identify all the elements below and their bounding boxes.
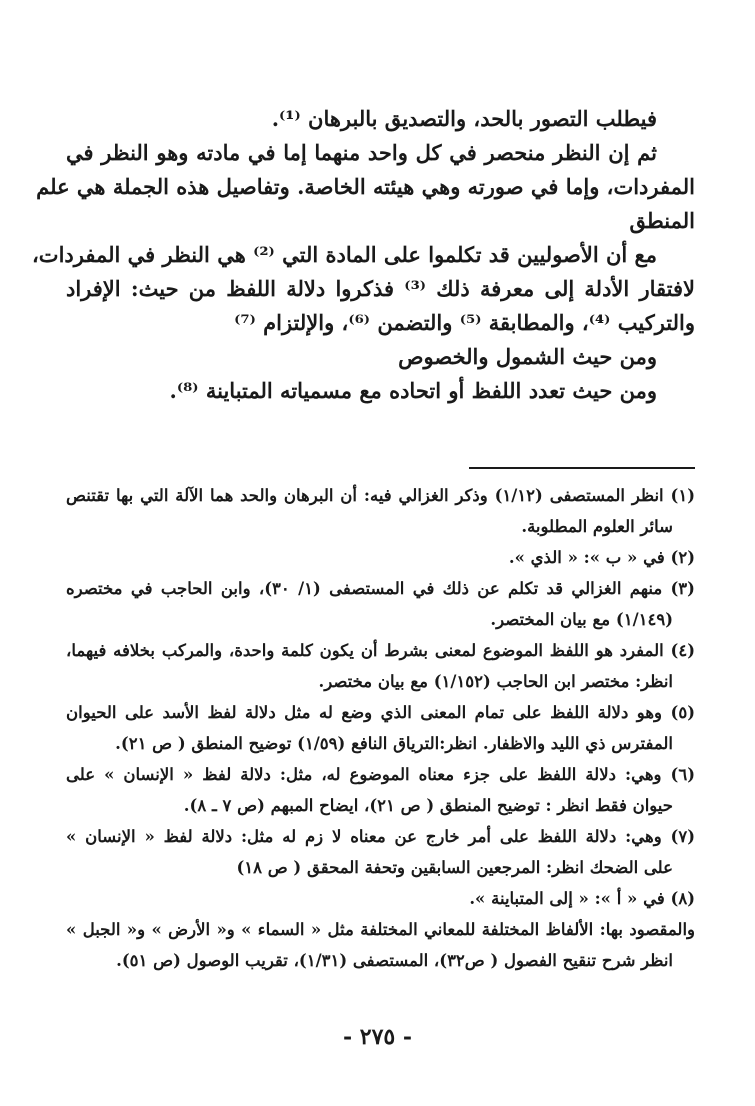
footnote-line: (١/١٤٩) مع بيان المختصر. — [490, 610, 673, 629]
main-text — [32, 102, 695, 408]
footnote-line: على الضحك انظر: المرجعين السابقين وتحفة المحقق ( ص ١٨) — [236, 858, 673, 877]
main-line-5: مع أن الأصوليين قد تكلموا على المادة التي ⁽²⁾ هي النظر في المفردات، — [32, 242, 657, 267]
footnote-line: (٣) منهم الغزالي قد تكلم عن ذلك في المستصفى (١/ ٣٠)، وابن الحاجب في مختصره — [66, 579, 695, 598]
main-line-2: ثم إن النظر منحصر في كل واحد منهما إما في مادته وهو النظر في — [66, 140, 657, 165]
footnote-line: سائر العلوم المطلوبة. — [521, 517, 673, 536]
main-line-7: والتركيب ⁽⁴⁾، والمطابقة ⁽⁵⁾ والتضمن ⁽⁶⁾، والإلتزام ⁽⁷⁾ — [234, 310, 695, 335]
footnote-line: (٦) وهي: دلالة اللفظ على جزء معناه الموضوع له، مثل: دلالة لفظ « الإنسان » على — [66, 765, 695, 784]
footnote-line: المفترس ذي الليد والاظفار. انظر:الترياق النافع (١/٥٩) توضيح المنطق ( ص ٢١). — [115, 734, 673, 753]
footnote-line: (١) انظر المستصفى (١/١٢) وذكر الغزالي فيه: أن البرهان والحد هما الآلة التي بها تقتنص — [66, 486, 696, 505]
footnote-line: (٤) المفرد هو اللفظ الموضوع لمعنى بشرط أن يكون كلمة واحدة، والمركب بخلافه فيهما، — [66, 641, 695, 660]
footnote-line: (٧) وهي: دلالة اللفظ على أمر خارج عن معناه لا زم له مثل: دلالة لفظ « الإنسان » — [66, 827, 695, 846]
footnote-line: (٥) وهو دلالة اللفظ على تمام المعنى الذي وضع له مثل دلالة لفظ الأسد على الحيوان — [66, 703, 695, 722]
main-line-3: المفردات، وإما في صورته وهي هيئته الخاصة. وتفاصيل هذه الجملة هي علم — [36, 174, 695, 199]
main-line-6: لافتقار الأدلة إلى معرفة ذلك ⁽³⁾ فذكروا دلالة اللفظ من حيث: الإفراد — [66, 276, 695, 301]
main-line-8: ومن حيث الشمول والخصوص — [398, 344, 657, 369]
footnote-line: والمقصود بها: الألفاظ المختلفة للمعاني المختلفة مثل « السماء » و« الأرض » و« الجبل » — [66, 920, 695, 939]
footnote-divider — [469, 467, 695, 469]
main-line-1: فيطلب التصور بالحد، والتصديق بالبرهان ⁽¹⁾. — [271, 106, 657, 131]
footnote-line: انظر: مختصر ابن الحاجب (١/١٥٢) مع بيان مختصر. — [318, 672, 673, 691]
footnote-line: انظر شرح تنقيح الفصول ( ص٣٢)، المستصفى (١/٣١)، تقريب الوصول (ص ٥١). — [116, 951, 673, 970]
footnote-line: (٨) في « أ »: « إلى المتباينة ». — [469, 889, 695, 908]
footnotes — [66, 480, 695, 976]
footnote-line: (٢) في « ب »: « الذي ». — [508, 548, 695, 567]
page-number: - ٢٧٥ - — [342, 1024, 413, 1050]
main-line-4: المنطق — [629, 208, 695, 233]
footnote-line: حيوان فقط انظر : توضيح المنطق ( ص ٢١)، ايضاح المبهم (ص ٧ ـ ٨). — [183, 796, 673, 815]
main-line-9: ومن حيث تعدد اللفظ أو اتحاده مع مسمياته المتباينة ⁽⁸⁾. — [169, 378, 657, 403]
